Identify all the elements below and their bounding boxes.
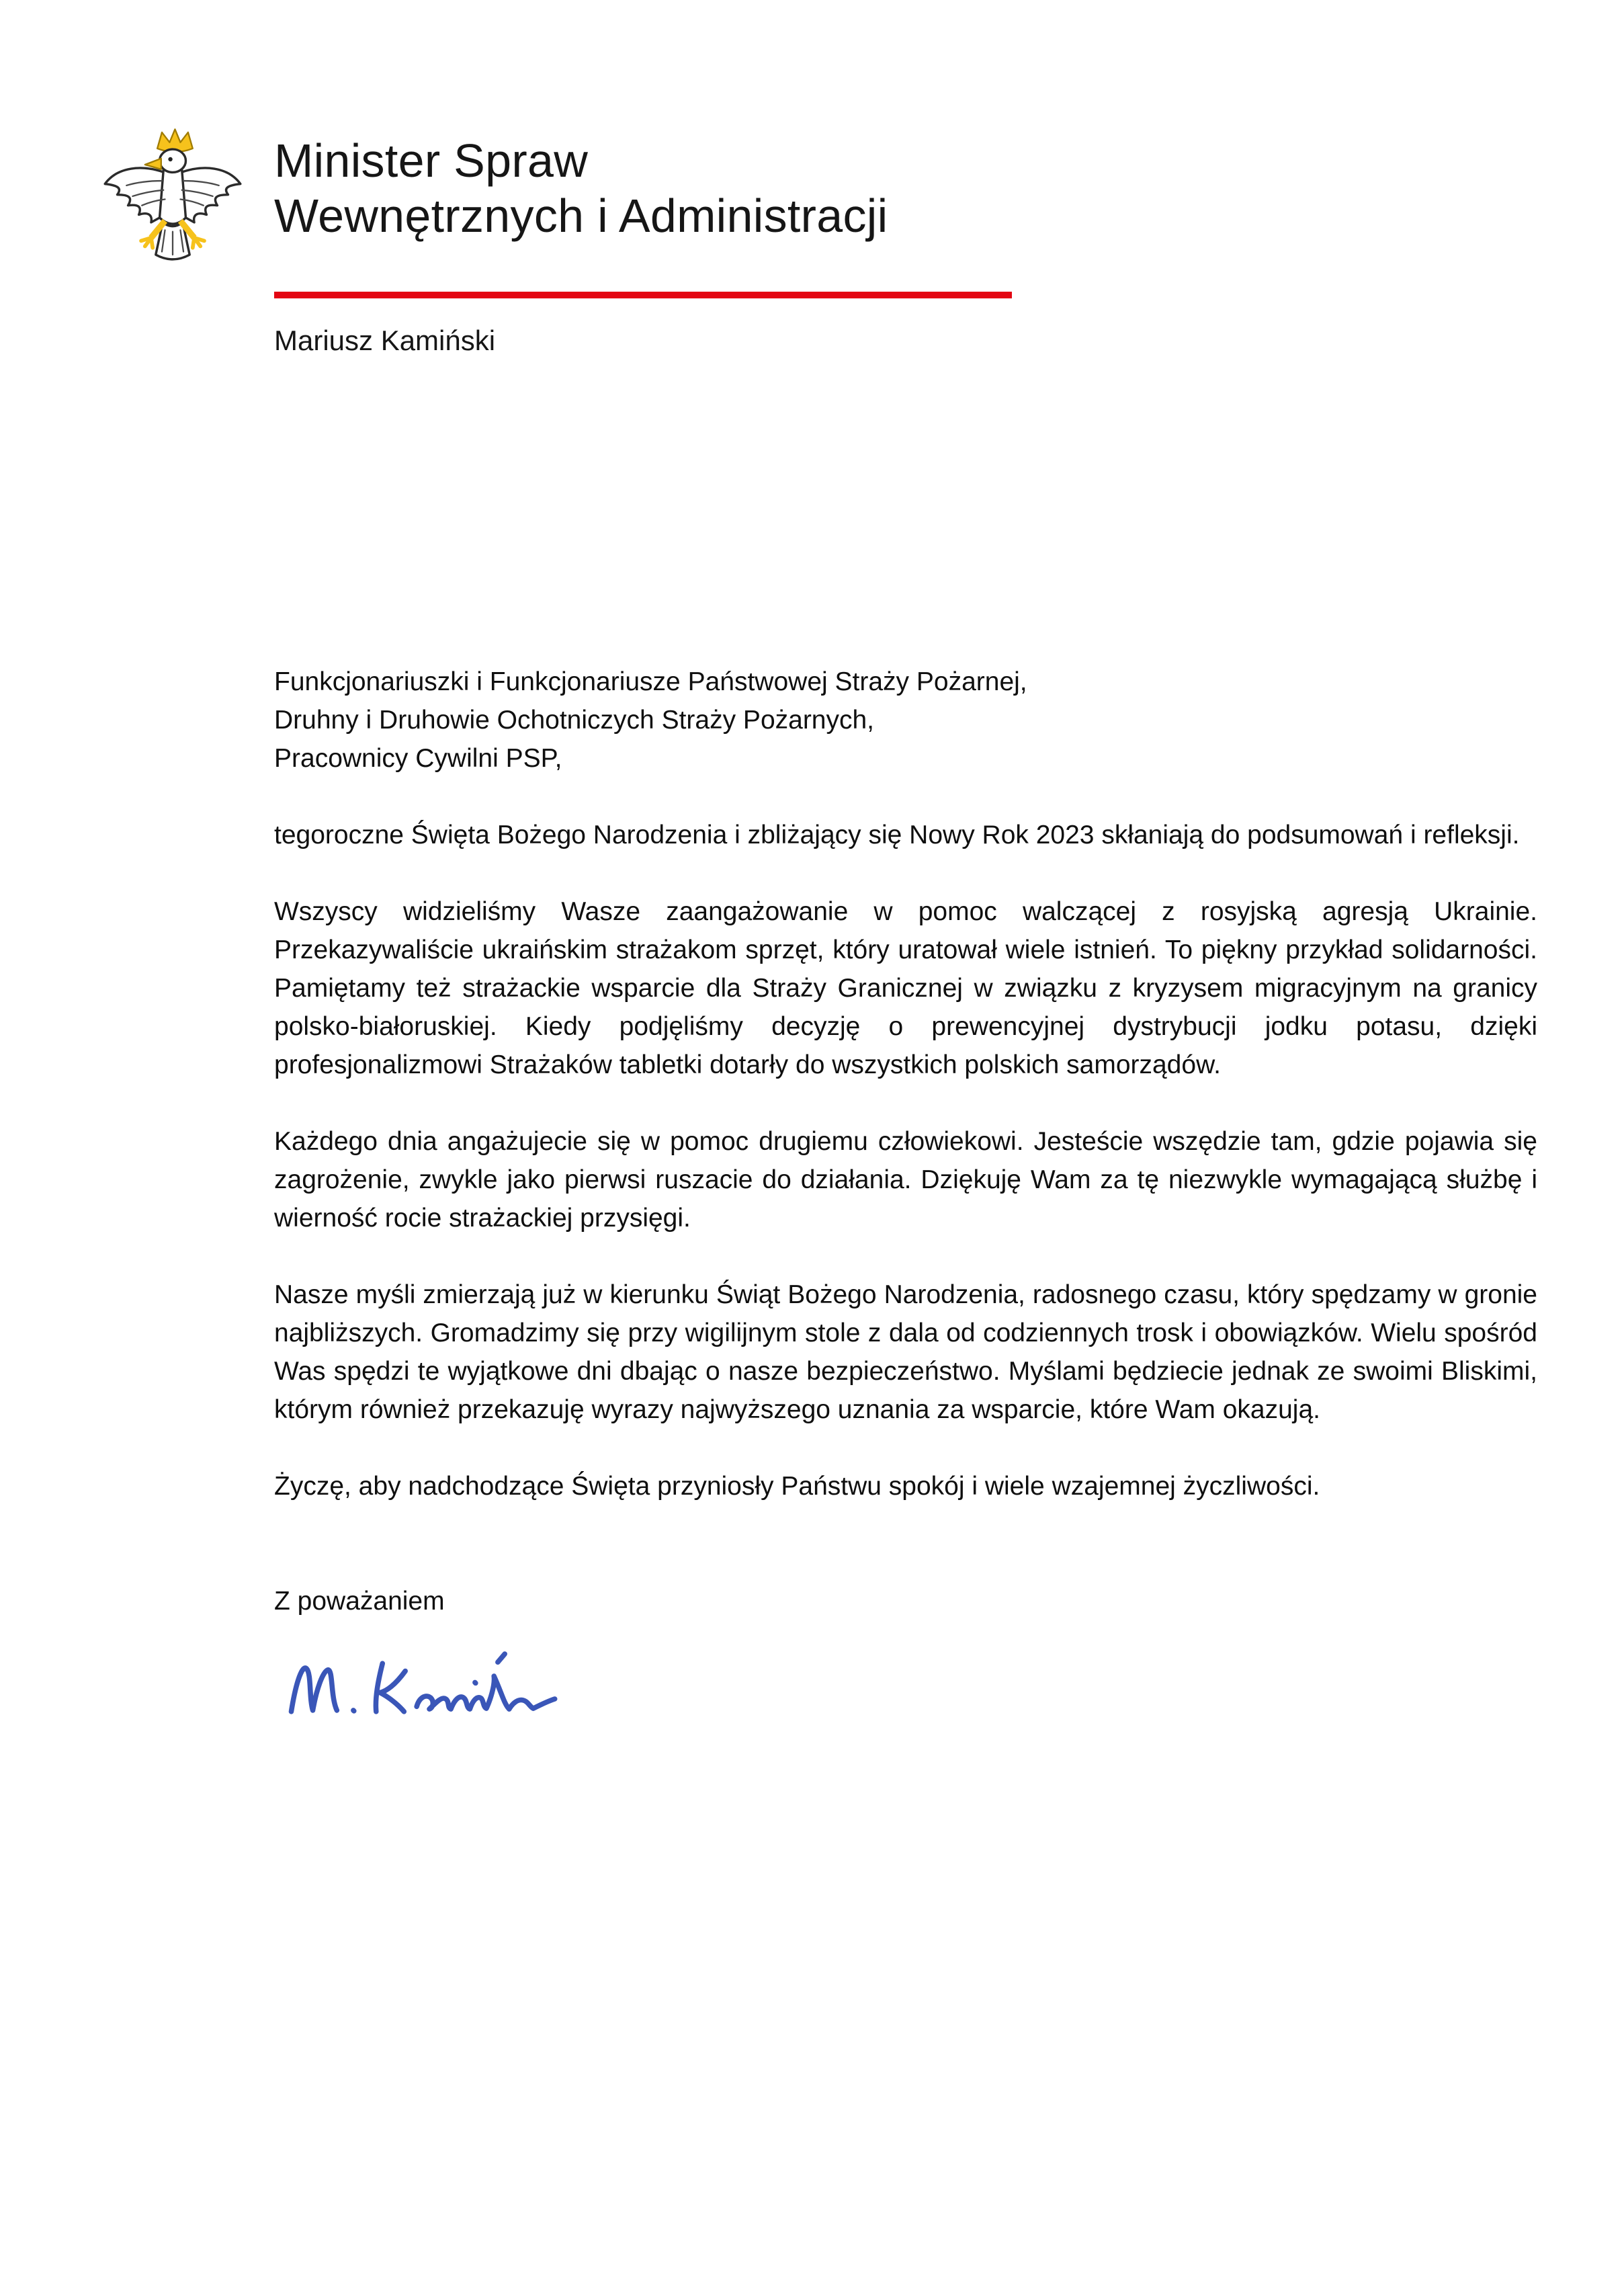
signature-stroke-idot	[475, 1682, 476, 1683]
signature-stroke-accent	[498, 1654, 505, 1662]
signature-stroke-aminski	[417, 1676, 555, 1709]
signature-stroke-k2	[380, 1671, 405, 1711]
eagle-right-talon	[193, 238, 204, 248]
letter-body	[274, 663, 1537, 1732]
minister-name: Mariusz Kamiński	[274, 325, 496, 356]
eagle-left-talon	[141, 238, 153, 248]
signature-stroke-m	[291, 1668, 337, 1712]
eagle-eye	[168, 157, 172, 161]
salutation-line-1: Funkcjonariuszki i Funkcjonariusze Państwowej Straży Pożarnej,	[274, 667, 1027, 696]
letterhead	[274, 133, 888, 243]
ministry-title-line1: Minister Spraw	[274, 134, 589, 187]
salutation-line-2: Druhny i Druhowie Ochotniczych Straży Pożarnych,	[274, 706, 875, 735]
letter-paragraph-3: Każdego dnia angażujecie się w pomoc drugiemu człowiekowi. Jesteście wszędzie tam, gdzie pojawia się zagrożenie, zwykle jako pierwsi ruszacie do działania. Dziękuję Wam za tę niezwykle wymagającą służbę i wierność rocie strażackiej przysięgi.	[274, 1127, 1537, 1233]
letter-paragraph-5: Życzę, aby nadchodzące Święta przyniosły Państwu spokój i wiele wzajemnej życzliwości.	[274, 1472, 1320, 1501]
letter-paragraph-4: Nasze myśli zmierzają już w kierunku Świąt Bożego Narodzenia, radosnego czasu, który spędzamy w gronie najbliższych. Gromadzimy się przy wigilijnym stole z dala od codziennych trosk i obowiązków. Wielu spośród Was spędzi te wyjątkowe dni dbając o nasze bezpieczeństwo. Myślami będziecie jednak ze swoimi Bliskimi, którym również przekazuję wyrazy najwyższego uznania za wsparcie, które Wam okazują.	[274, 1280, 1537, 1424]
eagle-body	[160, 168, 186, 224]
handwritten-signature	[274, 1643, 640, 1732]
letter-paragraph-2: Wszyscy widzieliśmy Wasze zaangażowanie w pomoc walczącej z rosyjską agresją Ukrainie. Przekazywaliście ukraińskim strażakom sprzęt, który uratował wiele istnień. To piękny przykład solidarności. Pamiętamy też strażackie wsparcie dla Straży Granicznej w związku z kryzysem migracyjnym na granicy polsko-białoruskiej. Kiedy podjęliśmy decyzję o prewencyjnej dystrybucji jodku potasu, dzięki profesjonalizmowi Strażaków tabletki dotarły do wszystkich polskich samorządów.	[274, 897, 1537, 1079]
salutation	[274, 663, 1537, 778]
ministry-title-line2: Wewnętrznych i Administracji	[274, 190, 888, 242]
polish-eagle-emblem	[94, 122, 251, 292]
salutation-line-3: Pracownicy Cywilni PSP,	[274, 744, 562, 773]
closing-salutation: Z poważaniem	[274, 1587, 445, 1616]
letter-paragraph-1: tegoroczne Święta Bożego Narodzenia i zbliżający się Nowy Rok 2023 skłaniają do podsumowań i refleksji.	[274, 821, 1520, 849]
red-accent-rule	[274, 292, 1012, 298]
eagle-head	[160, 149, 186, 172]
signature-stroke-k1	[376, 1663, 382, 1712]
signature-stroke-dot	[353, 1710, 354, 1711]
